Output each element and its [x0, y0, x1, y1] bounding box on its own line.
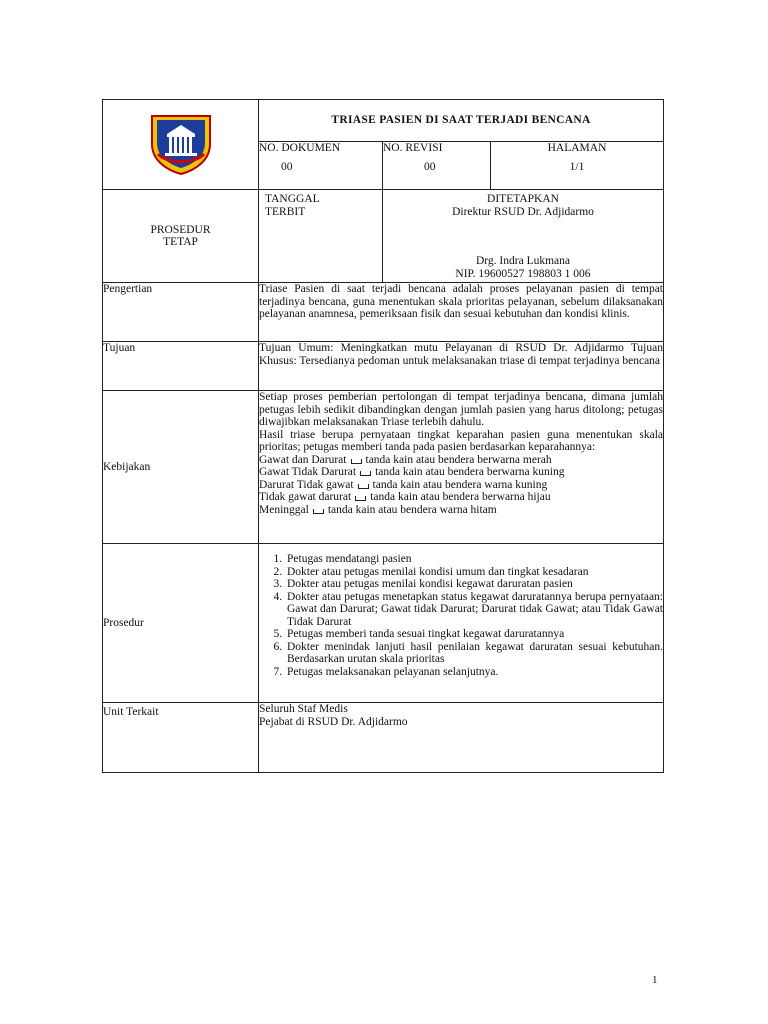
no-dokumen-cell	[259, 141, 383, 189]
kebijakan-label: Kebijakan	[103, 391, 259, 544]
tanggal-terbit-cell	[259, 190, 383, 283]
unit-terkait-line-1: Seluruh Staf Medis	[259, 703, 348, 715]
ditetapkan-jabatan: Direktur RSUD Dr. Adjidarmo	[452, 205, 594, 218]
prosedur-tetap-cell	[103, 190, 259, 283]
prosedur-step: 5. Petugas memberi tanda sesuai tingkat kegawat daruratannya	[285, 628, 663, 641]
tujuan-text: Tujuan Umum: Meningkatkan mutu Pelayanan di RSUD Dr. Adjidarmo Tujuan Khusus: Tersedianya pedoman untuk melaksanakan triase di tempat terjadinya bencana	[259, 342, 664, 391]
prosedur-tetap-line-2: TETAP	[163, 236, 198, 248]
no-revisi-cell	[383, 141, 491, 189]
page-number: 1	[652, 974, 658, 986]
no-revisi-value: 00	[424, 161, 436, 174]
unit-terkait-content	[259, 703, 664, 773]
triage-level-yellow-2: Darurat Tidak gawat tanda kain atau bendera warna kuning	[259, 478, 548, 491]
prosedur-step: 6. Dokter menindak lanjuti hasil penilaian kegawat daruratan sesuai kebutuhan. Berdasarkan urutan skala prioritas	[285, 641, 663, 666]
triage-level-red: Gawat dan Darurat tanda kain atau bendera berwarna merah	[259, 453, 552, 466]
prosedur-step: 7. Petugas melaksanakan pelayanan selanjutnya.	[285, 666, 663, 679]
triage-level-black: Meninggal tanda kain atau bendera warna hitam	[259, 503, 497, 516]
kebijakan-paragraph-1: Setiap proses pemberian pertolongan di tempat terjadinya bencana, dimana jumlah petugas lebih sedikit dibandingkan dengan jumlah pasien yang harus ditolong; petugas diwajibkan melaksanakan Triase terlebih dahulu.	[259, 391, 663, 428]
halaman-cell	[491, 141, 664, 189]
prosedur-step: 2. Dokter atau petugas menilai kondisi umum dan tingkat kesadaran	[285, 566, 663, 579]
unit-terkait-line-2: Pejabat di RSUD Dr. Adjidarmo	[259, 715, 408, 728]
ditetapkan-label: DITETAPKAN	[487, 193, 559, 205]
pengertian-label: Pengertian	[103, 283, 259, 342]
kebijakan-content	[259, 391, 664, 544]
tujuan-label: Tujuan	[103, 342, 259, 391]
prosedur-step: 3. Dokter atau petugas menilai kondisi kegawat daruratan pasien	[285, 578, 663, 591]
no-dokumen-value: 00	[281, 161, 293, 174]
prosedur-step: 1. Petugas mendatangi pasien	[285, 553, 663, 566]
ditetapkan-cell	[383, 190, 664, 283]
hospital-logo-cell	[103, 100, 259, 190]
no-revisi-label: NO. REVISI	[383, 141, 443, 154]
tanggal-terbit-line-2: TERBIT	[265, 205, 306, 218]
prosedur-label: Prosedur	[103, 544, 259, 703]
sop-document-table	[102, 99, 664, 773]
prosedur-content	[259, 544, 664, 703]
tanggal-terbit-line-1: TANGGAL	[265, 193, 320, 205]
ditetapkan-nip: NIP. 19600527 198803 1 006	[455, 267, 591, 280]
triage-level-yellow: Gawat Tidak Darurat tanda kain atau bendera berwarna kuning	[259, 466, 565, 478]
unit-terkait-label: Unit Terkait	[103, 703, 259, 773]
prosedur-tetap-line-1: PROSEDUR	[150, 223, 211, 236]
prosedur-step: 4. Dokter atau petugas menetapkan status kegawat daruratannya berupa pernyataan: Gawat dan Darurat; Gawat tidak Darurat; Darurat tidak Gawat; atau Tidak Gawat Tidak Darurat	[285, 591, 663, 629]
prosedur-steps-list	[259, 553, 663, 678]
no-dokumen-label: NO. DOKUMEN	[259, 141, 341, 154]
pengertian-text: Triase Pasien di saat terjadi bencana adalah proses pelayanan pasien di tempat terjadinya bencana, guna menentukan skala prioritas pelayanan, sebelum dilaksanakan pelayanan anamnesa, pemeriksaan fisik dan sesuai kebutuhan dan kondisi klinis.	[259, 283, 664, 342]
hospital-logo	[148, 110, 214, 176]
ditetapkan-nama: Drg. Indra Lukmana	[476, 255, 570, 267]
halaman-label: HALAMAN	[547, 141, 607, 154]
kebijakan-paragraph-2: Hasil triase berupa pernyataan tingkat keparahan pasien guna menentukan skala prioritas; petugas memberi tanda pada pasien berdasarkan keparahannya:	[259, 428, 663, 453]
document-title: TRIASE PASIEN DI SAAT TERJADI BENCANA	[259, 100, 664, 142]
triage-level-green: Tidak gawat darurat tanda kain atau bendera berwarna hijau	[259, 491, 551, 503]
halaman-value: 1/1	[569, 161, 585, 174]
